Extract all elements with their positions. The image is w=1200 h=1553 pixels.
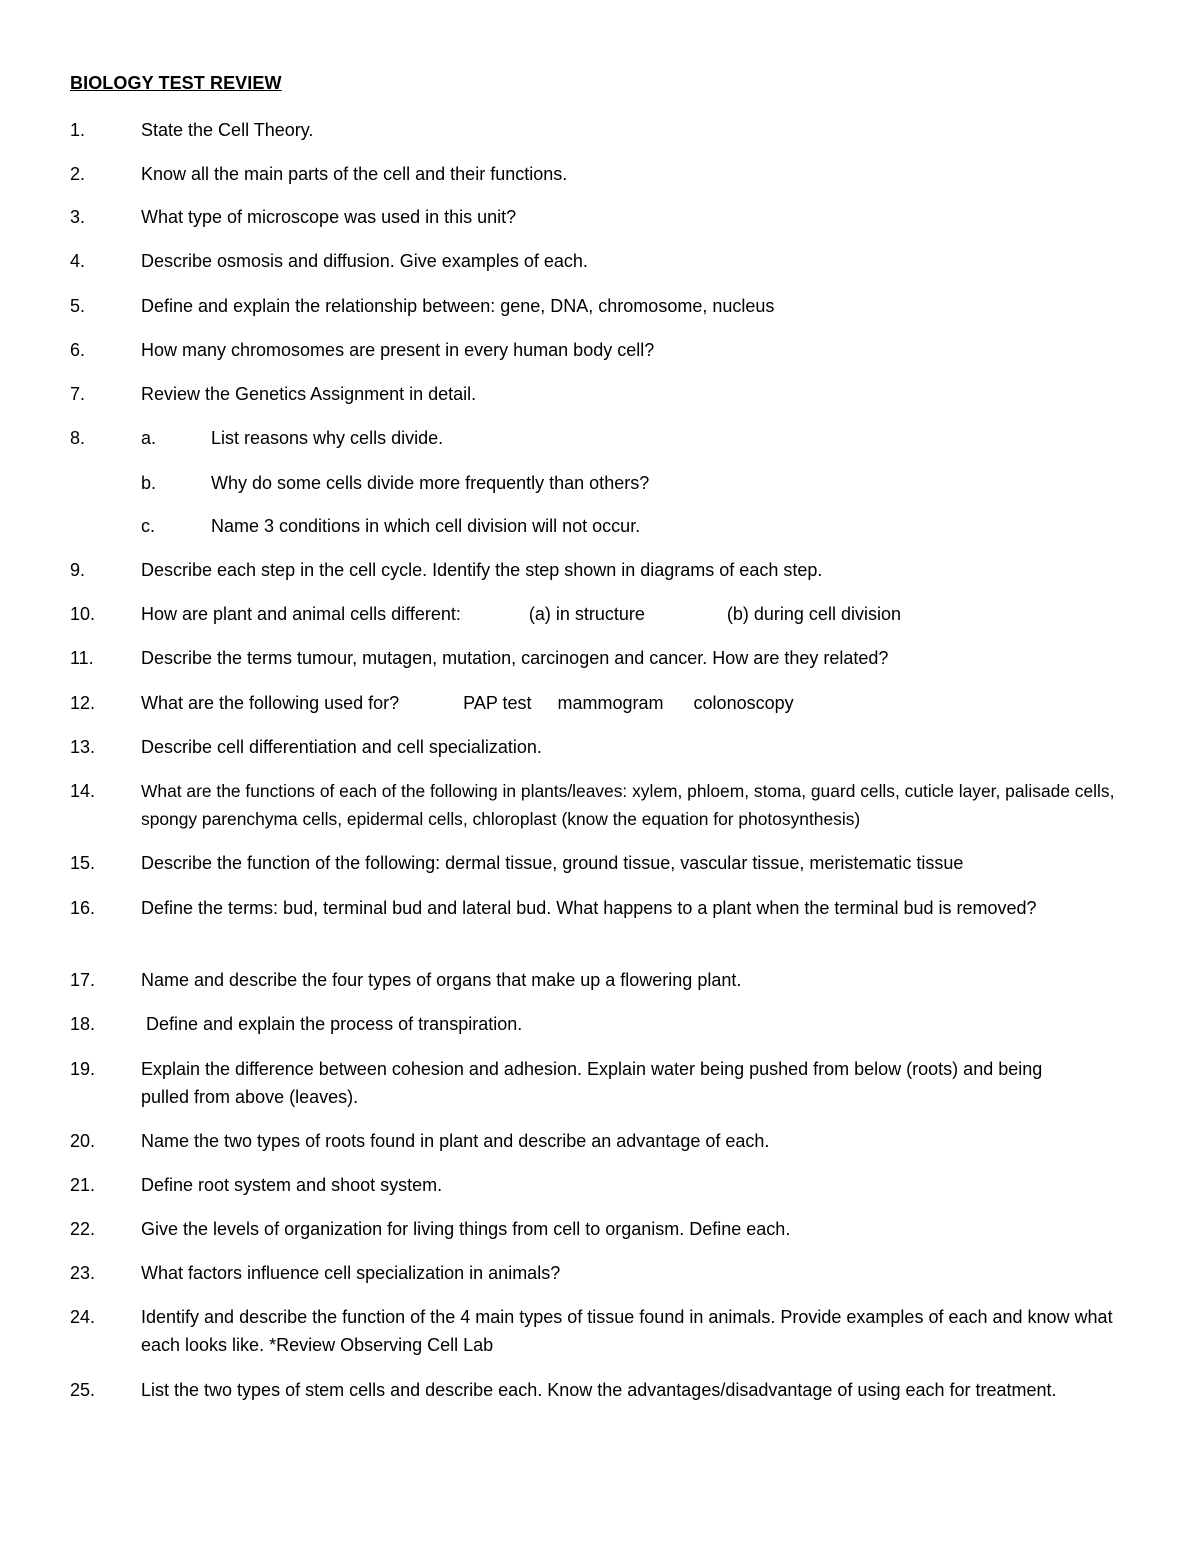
question-number: 6. — [70, 340, 86, 360]
sub-question-letter: a. — [141, 428, 157, 448]
question-number: 24. — [70, 1307, 96, 1327]
question-9 — [70, 556, 1150, 584]
question-number: 15. — [70, 853, 96, 873]
sub-question-text: Name 3 conditions in which cell division will not occur. — [211, 516, 641, 536]
question-text-row — [141, 689, 1150, 717]
question-text: Describe the function of the following: dermal tissue, ground tissue, vascular tissue, meristematic tissue — [141, 853, 964, 873]
sub-question-letter: c. — [141, 516, 156, 536]
question-text: Name and describe the four types of organs that make up a flowering plant. — [141, 970, 742, 990]
sub-question-text: List reasons why cells divide. — [211, 428, 444, 448]
question-number: 19. — [70, 1059, 96, 1079]
question-number: 12. — [70, 693, 96, 713]
question-19 — [70, 1055, 1150, 1111]
question-number: 10. — [70, 604, 96, 624]
question-number: 3. — [70, 207, 86, 227]
option-a: (a) in structure — [528, 604, 645, 624]
question-5 — [70, 292, 1150, 320]
question-22 — [70, 1215, 1150, 1243]
question-text: Define and explain the relationship between: gene, DNA, chromosome, nucleus — [141, 296, 775, 316]
question-25 — [70, 1376, 1150, 1404]
question-text-row — [141, 600, 1150, 628]
question-text: Describe each step in the cell cycle. Identify the step shown in diagrams of each step. — [141, 560, 823, 580]
option-b: (b) during cell division — [726, 604, 901, 624]
question-24 — [70, 1303, 1150, 1359]
question-text: What are the functions of each of the following in plants/leaves: xylem, phloem, stoma, guard cells, cuticle layer, palisade cells, spongy parenchyma cells, epidermal cells, chloroplast (know the equation for photosynthesis) — [141, 781, 1115, 829]
question-11 — [70, 644, 1150, 672]
question-2 — [70, 160, 1150, 188]
question-number: 21. — [70, 1175, 96, 1195]
question-text: Describe cell differentiation and cell specialization. — [141, 737, 542, 757]
question-4 — [70, 247, 1150, 275]
question-text: Explain the difference between cohesion and adhesion. Explain water being pushed from below (roots) and being pulled from above (leaves). — [141, 1059, 1043, 1107]
question-text: Know all the main parts of the cell and their functions. — [141, 164, 568, 184]
question-number: 5. — [70, 296, 86, 316]
question-8b — [70, 469, 1150, 497]
question-text: Describe osmosis and diffusion. Give examples of each. — [141, 251, 588, 271]
document-title: BIOLOGY TEST REVIEW — [70, 73, 282, 93]
question-number: 14. — [70, 781, 96, 801]
question-number: 9. — [70, 560, 86, 580]
question-20 — [70, 1127, 1150, 1155]
term-colonoscopy: colonoscopy — [693, 693, 794, 713]
term-mammogram: mammogram — [557, 693, 664, 713]
question-10 — [70, 600, 1150, 628]
question-number: 2. — [70, 164, 86, 184]
question-13 — [70, 733, 1150, 761]
question-number: 1. — [70, 120, 86, 140]
question-text: Define and explain the process of transpiration. — [141, 1014, 523, 1034]
question-23 — [70, 1259, 1150, 1287]
question-12 — [70, 689, 1150, 717]
question-text: Identify and describe the function of the 4 main types of tissue found in animals. Provide examples of each and know what each looks like. *Review Observing Cell Lab — [141, 1307, 1113, 1355]
question-number: 8. — [70, 428, 86, 448]
question-text: Review the Genetics Assignment in detail. — [141, 384, 477, 404]
sub-question-text: Why do some cells divide more frequently than others? — [211, 473, 650, 493]
question-text: Define the terms: bud, terminal bud and lateral bud. What happens to a plant when the terminal bud is removed? — [141, 898, 1037, 918]
question-number: 7. — [70, 384, 86, 404]
question-text: List the two types of stem cells and describe each. Know the advantages/disadvantage of using each for treatment. — [141, 1380, 1057, 1400]
question-number: 16. — [70, 898, 96, 918]
question-number: 18. — [70, 1014, 96, 1034]
question-text: How are plant and animal cells different: — [141, 604, 461, 624]
question-text: How many chromosomes are present in every human body cell? — [141, 340, 655, 360]
question-text: Name the two types of roots found in plant and describe an advantage of each. — [141, 1131, 770, 1151]
question-number: 20. — [70, 1131, 96, 1151]
question-number: 11. — [70, 648, 94, 668]
question-number: 25. — [70, 1380, 96, 1400]
question-text: What type of microscope was used in this unit? — [141, 207, 517, 227]
question-15 — [70, 849, 1150, 877]
question-text: Define root system and shoot system. — [141, 1175, 443, 1195]
question-1 — [70, 116, 1150, 144]
question-3 — [70, 203, 1150, 231]
question-text: State the Cell Theory. — [141, 120, 314, 140]
question-16 — [70, 894, 1150, 922]
question-number: 17. — [70, 970, 96, 990]
question-8a — [70, 424, 1150, 452]
question-text: Describe the terms tumour, mutagen, mutation, carcinogen and cancer. How are they related? — [141, 648, 889, 668]
question-number: 23. — [70, 1263, 96, 1283]
question-text: What factors influence cell specialization in animals? — [141, 1263, 561, 1283]
question-number: 22. — [70, 1219, 96, 1239]
question-7 — [70, 380, 1150, 408]
question-number: 4. — [70, 251, 86, 271]
question-18 — [70, 1010, 1150, 1038]
question-8c — [70, 512, 1150, 540]
term-pap-test: PAP test — [463, 693, 532, 713]
question-text: What are the following used for? — [141, 693, 400, 713]
question-21 — [70, 1171, 1150, 1199]
question-number: 13. — [70, 737, 96, 757]
sub-question-letter: b. — [141, 473, 157, 493]
question-6 — [70, 336, 1150, 364]
question-17 — [70, 966, 1150, 994]
question-text: Give the levels of organization for living things from cell to organism. Define each. — [141, 1219, 791, 1239]
question-14 — [70, 777, 1150, 833]
